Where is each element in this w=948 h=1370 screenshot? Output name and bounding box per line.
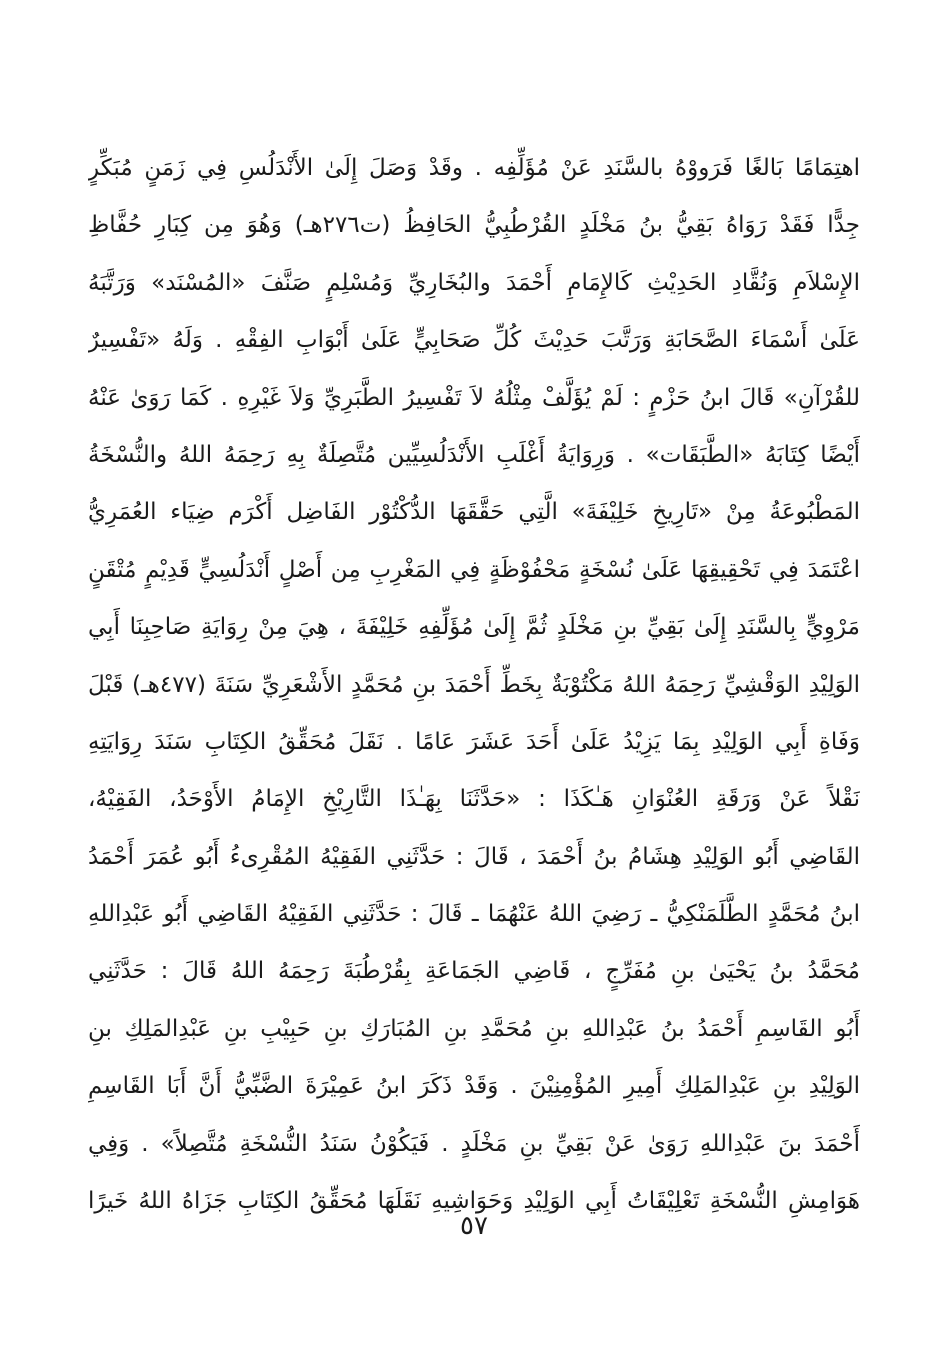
text-line: عَلَىٰ أَسْمَاءَ الصَّحَابَةِ وَرَتَّبَ حَدِيْثَ كُلِّ صَحَابِيٍّ عَلَىٰ أَبْوَابِ الفِقْهِ . وَلَهُ «تَفْسِيرٌ [88,327,860,354]
page-number: ٥٧ [460,1211,488,1241]
text-line: المَطْبُوعَةُ مِنْ «تَارِيخِ خَلِيْفَةَ» الَّتِي حَقَّقَهَا الدُّكْتُوْر الفَاضِل أَكْرَم ضِيَاء العُمَرِيُّ [88,499,860,526]
text-line: للقُرْآنِ» قَالَ ابنُ حَزْمٍ : لَمْ يُؤَلَّفْ مِثْلُهُ لاَ تَفْسِيرُ الطَّبَرِيِّ وَلاَ غَيْرِهِ . كَمَا رَوَىٰ عَنْهُ [88,384,860,411]
text-line: أَحْمَدَ بنَ عَبْدِاللهِ رَوَىٰ عَنْ بَقِيِّ بنِ مَخْلَدٍ . فَيَكُوْنُ سَنَدُ النُّسْخَةِ مُتَّصِلاً» . وَفِي [88,1130,860,1157]
text-line: القَاضِي أَبُو الوَلِيْدِ هِشَامُ بنُ أَحْمَدَ ، قَالَ : حَدَّثَنِي الفَقِيْهُ المُقْرِىءُ أَبُو عُمَرَ أَحْمَدُ [88,843,860,870]
text-line: مُحَمَّدُ بنُ يَحْيَىٰ بنِ مُفَرِّجٍ ، قَاضِي الجَمَاعَةِ بِقُرْطُبَةَ رَحِمَهُ اللهُ قَالَ : حَدَّثَنِي [88,958,860,985]
text-line: أَيْضًا كِتَابَهُ «الطَّبَقَات» . وَرِوَايَةُ أَغْلَبِ الأَنْدَلُسِيِّين مُتَّصِلَةٌ بِهِ رَحِمَهُ اللهُ والنُّسْخَةُ [88,441,860,468]
text-line: الإِسْلاَمِ وَنُقَّادِ الحَدِيْثِ كَالإِمَامِ أَحْمَدَ والبُخَارِيِّ وَمُسْلِمٍ صَنَّفَ «المُسْنَد» وَرَتَّبَهُ [88,269,860,296]
main-text [88,140,860,1230]
text-line: اهتِمَامًا بَالغًا فَرَووْهُ بالسَّنَدِ عَنْ مُؤَلِّفِه . وقَدْ وَصَلَ إِلَىٰ الأَنْدَلُسِ فِي زَمَنٍ مُبَكِّرٍ [88,155,860,181]
text-line: الوَلِيْدِ الوَقْشِيِّ رَحِمَهُ اللهُ مَكْتُوْبَةٌ بِخَطِّ أَحْمَدَ بنِ مُحَمَّدٍ الأَشْعَرِيِّ سَنَةَ (٤٧٧هـ) قَبْلَ [88,671,860,698]
text-line: اعْتَمَدَ فِي تَحْقِيقِهَا عَلَىٰ نُسْخَةٍ مَحْفُوْظَةٍ فِي المَغْرِبِ مِن أَصْلٍ أَنْدَلُسِيٍّ قَدِيْمٍ مُتْقَنٍ [88,556,860,583]
text-line: جِدًّا فَقَدْ رَوَاهُ بَقِيُّ بنُ مَخْلَدٍ القُرْطُبِيُّ الحَافِظُ (ت٢٧٦هـ) وَهُوَ مِن كِبَارِ حُفَّاظِ [88,212,860,239]
text-line: هَوَامِشِ النُّسْخَةِ تَعْلِيْقَاتُ أَبِي الوَلِيْدِ وَحَوَاشِيهِ نَقَلَهَا مُحَقِّقُ الكِتَابِ جَزَاهُ اللهُ خَيرًا [88,1188,860,1215]
text-line: ابنُ مُحَمَّدٍ الطَّلَمَنْكِيُّ ـ رَضِيَ اللهُ عَنْهُمَا ـ قَالَ : حَدَّثَنِي الفَقِيْهُ القَاضِي أَبُو عَبْدِاللهِ [88,901,860,928]
text-line: الوَلِيْدِ بنِ عَبْدِالمَلِكِ أَمِيرِ المُؤْمِنِيْنَ . وَقَدْ ذَكَرَ ابنُ عَمِيْرَةَ الضَّبِّيُّ أَنَّ أَبَا القَاسِمِ [88,1073,860,1100]
text-line: نَقْلاً عَنْ وَرَقَةِ العُنْوَانِ هَـٰكَذَا : «حَدَّثَنَا بِهَـٰذَا التَّارِيْخِ الإِمَامُ الأَوْحَدُ، الفَقِيْهُ، [88,786,860,813]
text-line: أَبُو القَاسِمِ أَحْمَدُ بنُ عَبْدِاللهِ بنِ مُحَمَّدِ بنِ المُبَارَكِ بنِ حَبِيْبِ بنِ عَبْدِالمَلِكِ بنِ [88,1015,860,1042]
text-line: وَفَاةِ أَبِي الوَلِيْدِ بِمَا يَزِيْدُ عَلَىٰ أَحَدَ عَشَرَ عَامًا . نَقَلَ مُحَقِّقُ الكِتَابِ سَنَدَ رِوَايَتِهِ [88,728,860,755]
text-line: مَرْوِيٍّ بِالسَّنَدِ إِلَىٰ بَقِيِّ بنِ مَخْلَدٍ ثُمَّ إِلَىٰ مُؤَلِّفِهِ خَلِيْفَةَ ، هِيَ مِنْ رِوَايَةِ صَاحِبِنَا أَبِي [88,614,860,641]
